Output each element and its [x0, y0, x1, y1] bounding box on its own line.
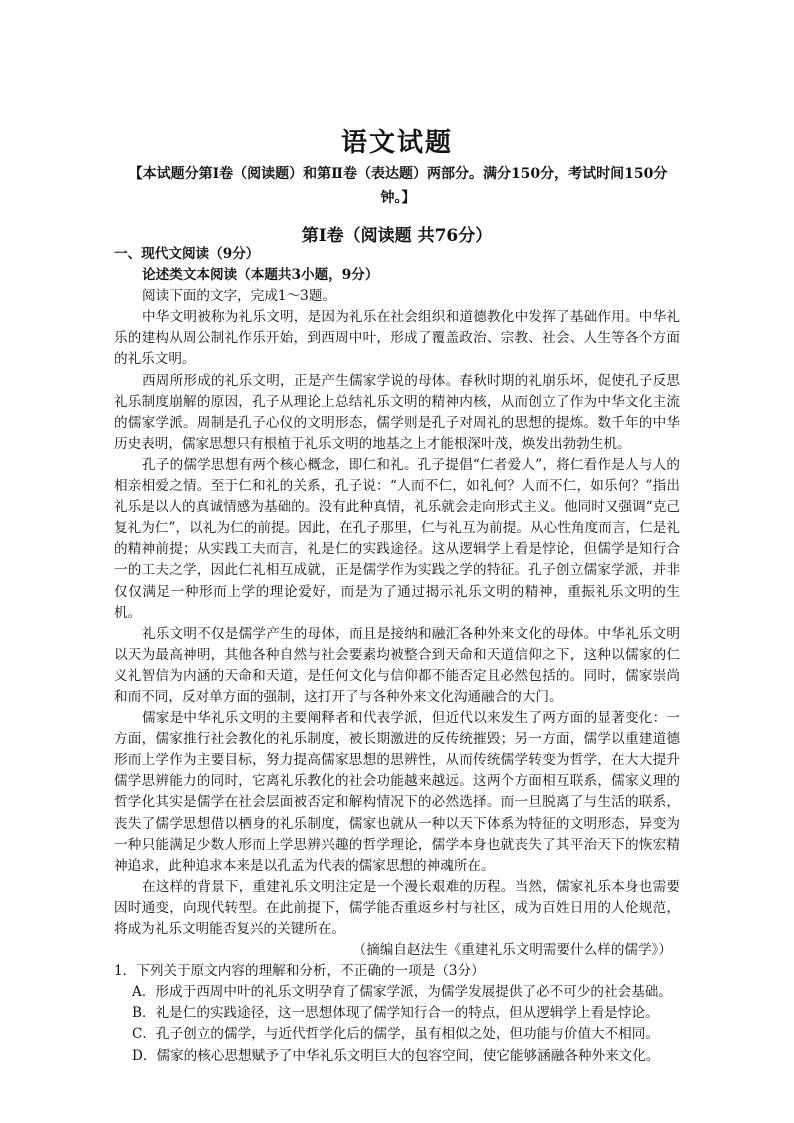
page-title: 语文试题 — [340, 128, 453, 158]
passage-paragraph: 孔子的儒学思想有两个核心概念，即仁和礼。孔子提倡“仁者爱人”，将仁看作是人与人的相亲相爱之情。至于仁和礼的关系，孔子说：“人而不仁，如礼何？人而不仁，如乐何？”指出礼乐是以人的真诚情感为基础的。没有此种真情，礼乐就会走向形式主义。他同时又强调“克己复礼为仁”，以礼为仁的前提。因此，在孔子那里，仁与礼互为前提。从心性角度而言，仁是礼的精神前提；从实践工夫而言，礼是仁的实践途径。这从逻辑学上看是悖论，但儒学是知行合一的工夫之学，因此仁礼相互成就，正是儒学作为实践之学的特征。孔子创立儒家学派，并非仅仅满足一种形而上学的理论爱好，而是为了通过揭示礼乐文明的精神，重振礼乐文明的生机。 — [114, 456, 680, 621]
question-option-d: D．儒家的核心思想赋予了中华礼乐文明巨大的包容空间，使它能够涵融各种外来文化。 — [132, 1047, 660, 1064]
passage-paragraph: 儒家是中华礼乐文明的主要阐释者和代表学派，但近代以来发生了两方面的显著变化：一方面，儒家推行社会教化的礼乐制度，被长期激进的反传统摧毁；另一方面，儒学以重建道德形而上学作为主要目标，努力提高儒家思想的思辨性，从而传统儒学转变为哲学，在大大提升儒学思辨能力的同时，它离礼乐教化的社会功能越来越远。这两个方面相互联系，儒家义理的哲学化其实是儒学在社会层面被否定和解构情况下的必然选择。而一旦脱离了与生活的联系，丧失了儒学思想借以栖身的礼乐制度，儒家也就从一种以天下体系为特征的文明形态，异变为一种只能满足少数人形而上学思辨兴趣的哲学理论，儒学本身也就丧失了其平治天下的恢宏精神追求，此种追求本来是以孔孟为代表的儒家思想的神魂所在。 — [114, 710, 680, 874]
document-body — [114, 244, 680, 1067]
passage-paragraph: 西周所形成的礼乐文明，正是产生儒家学说的母体。春秋时期的礼崩乐坏，促使孔子反思礼乐制度崩解的原因，孔子从理论上总结礼乐文明的精神内核，从而创立了作为中华文化主流的儒家学派。周制是孔子心仪的文明形态，儒学则是孔子对周礼的思想的提炼。数千年的中华历史表明，儒家思想只有根植于礼乐文明的地基之上才能根深叶茂，焕发出勃勃生机。 — [114, 372, 680, 452]
passage-paragraph: 中华文明被称为礼乐文明，是因为礼乐在社会组织和道德教化中发挥了基础作用。中华礼乐的建构从周公制礼作乐开始，到西周中叶，形成了覆盖政治、宗教、社会、人生等各个方面的礼乐文明。 — [114, 309, 680, 368]
question-option-a: A．形成于西周中叶的礼乐文明孕育了儒家学派，为儒学发展提供了必不可少的社会基础。 — [132, 984, 672, 1001]
volume-title: 第Ⅰ卷（阅读题 共76分） — [301, 226, 493, 246]
section-heading: 一、现代文阅读（9分） — [114, 246, 260, 262]
question-option-b: B．礼是仁的实践途径，这一思想体现了儒学知行合一的特点，但从逻辑学上看是悖论。 — [132, 1005, 659, 1022]
exam-intro: 【本试题分第Ⅰ卷（阅读题）和第Ⅱ卷（表达题）两部分。满分150分，考试时间150分钟。】 — [128, 166, 668, 206]
passage-source: （摘编自赵法生《重建礼乐文明需要什么样的儒学》） — [352, 942, 672, 959]
question-stem: 1．下列关于原文内容的理解和分析，不正确的一项是（3分） — [114, 963, 485, 980]
reading-instruction: 阅读下面的文字，完成1～3题。 — [142, 288, 337, 305]
passage-paragraph: 在这样的背景下，重建礼乐文明注定是一个漫长艰难的历程。当然，儒家礼乐本身也需要因时通变，向现代转型。在此前提下，儒学能否重返乡村与社区，成为百姓日用的人伦规范，将成为礼乐文明能否复兴的关键所在。 — [114, 878, 680, 937]
subsection-heading: 论述类文本阅读（本题共3小题，9分） — [142, 267, 379, 284]
question-option-c: C．孔子创立的儒学，与近代哲学化后的儒学，虽有相似之处，但功能与价值大不相同。 — [132, 1026, 659, 1043]
passage-paragraph: 礼乐文明不仅是儒学产生的母体，而且是接纳和融汇各种外来文化的母体。中华礼乐文明以天为最高神明，其他各种自然与社会要素均被整合到天命和天道信仰之下，这种以儒家的仁义礼智信为内涵的天命和天道，是任何文化与信仰都不能否定且必然包括的。同时，儒家崇尚和而不同，反对单方面的强制，这打开了与各种外来文化沟通融合的大门。 — [114, 625, 680, 705]
